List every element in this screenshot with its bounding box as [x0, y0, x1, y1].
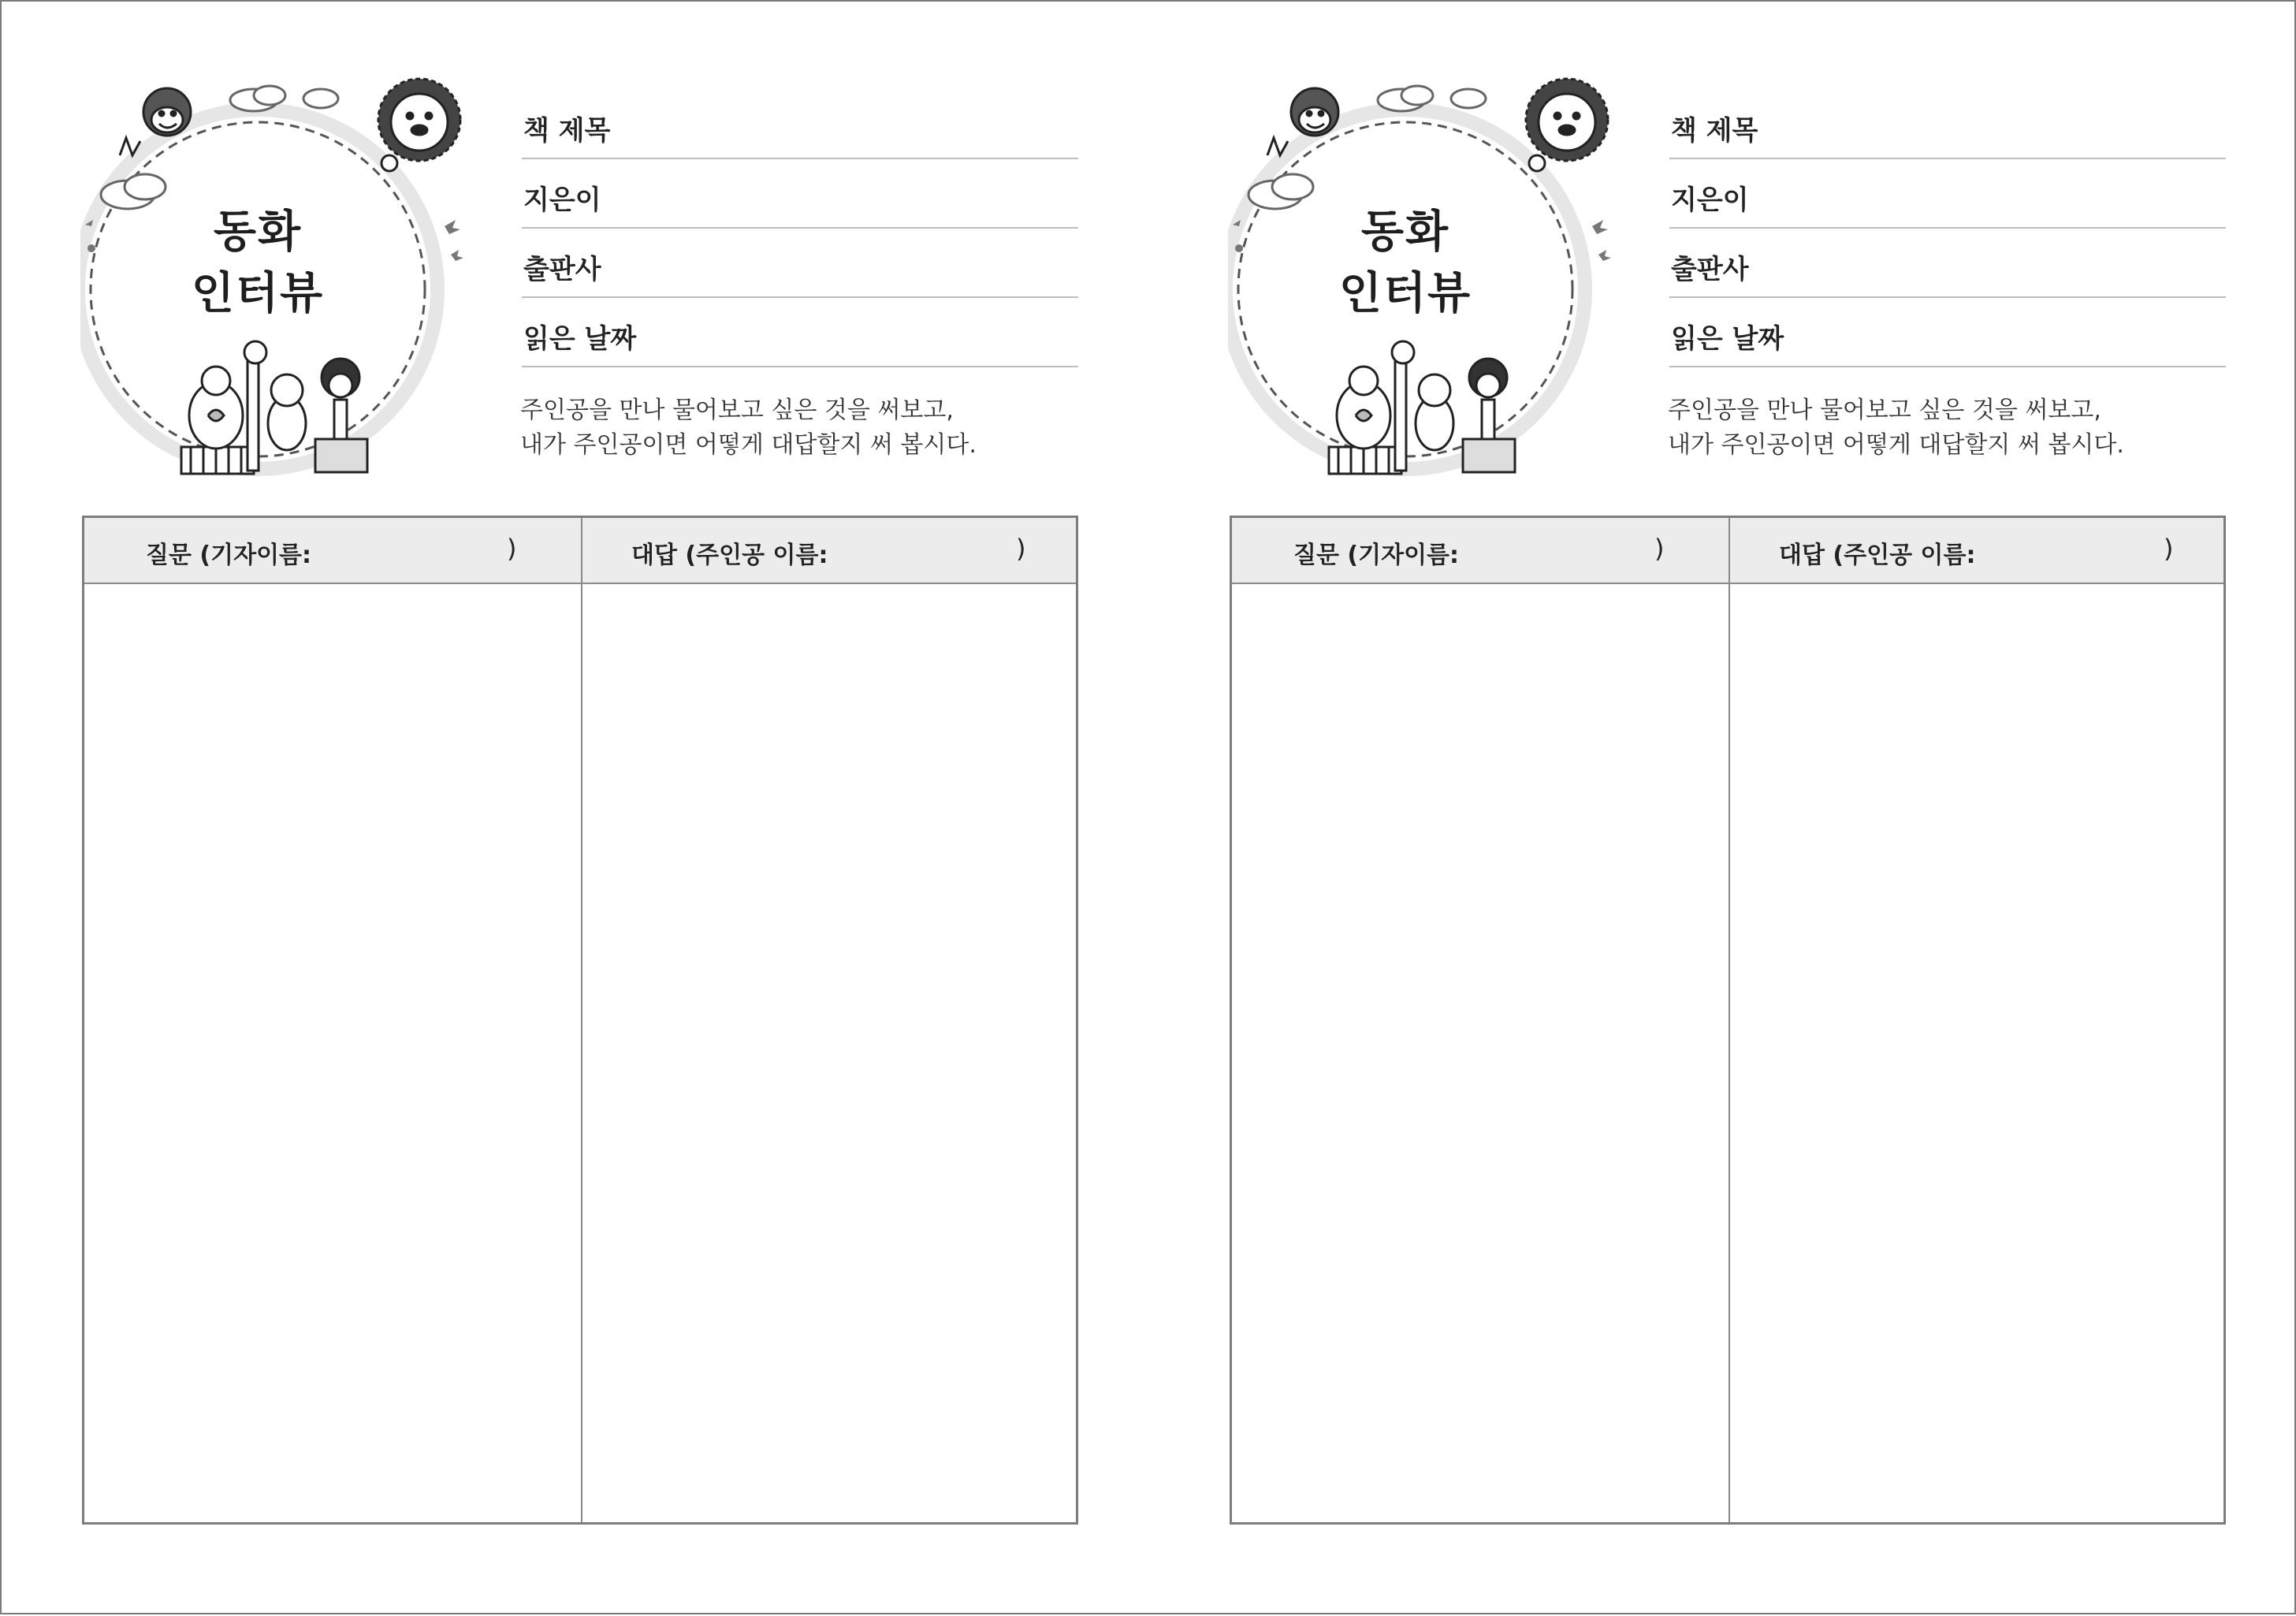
emblem-title-line2: 인터뷰 — [1338, 268, 1472, 319]
book-title-field[interactable] — [522, 90, 1078, 159]
publisher-label: 출판사 — [1671, 254, 1749, 285]
emblem-title-line2: 인터뷰 — [191, 268, 325, 319]
read-date-label: 읽은 날짜 — [523, 323, 637, 355]
author-label: 지은이 — [523, 184, 601, 216]
question-writing-area[interactable] — [84, 584, 581, 1525]
worksheet-page-left — [2, 2, 1149, 1616]
book-info — [522, 90, 1078, 367]
book-info — [1669, 90, 2226, 367]
worksheet-page-right — [1149, 2, 2296, 1616]
book-title-label: 책 제목 — [523, 115, 611, 147]
emblem-title-line1: 동화 — [213, 207, 303, 258]
publisher-field[interactable] — [522, 229, 1078, 298]
answer-header-close: ) — [2164, 534, 2174, 564]
emblem-title-line1: 동화 — [1360, 207, 1450, 258]
interview-table-header — [1232, 518, 2223, 584]
read-date-label: 읽은 날짜 — [1671, 323, 1784, 355]
interview-emblem — [1228, 76, 1622, 486]
instructions — [520, 393, 1119, 463]
author-label: 지은이 — [1671, 184, 1749, 216]
interview-table — [1230, 516, 2226, 1525]
publisher-label: 출판사 — [523, 254, 601, 285]
interview-emblem — [80, 76, 474, 486]
author-field[interactable] — [1669, 159, 2226, 229]
read-date-field[interactable] — [1669, 298, 2226, 367]
question-header-close: ) — [507, 534, 517, 564]
answer-header: 대답 (주인공 이름: — [631, 542, 828, 569]
answer-header-close: ) — [1016, 534, 1026, 564]
instructions-line1: 주인공을 만나 물어보고 싶은 것을 써보고, — [1668, 397, 2101, 424]
interview-table — [82, 516, 1078, 1525]
question-header: 질문 (기자이름: — [1293, 542, 1460, 569]
instructions-line2: 내가 주인공이면 어떻게 대답할지 써 봅시다. — [520, 431, 977, 459]
question-writing-area[interactable] — [1232, 584, 1729, 1525]
instructions-line1: 주인공을 만나 물어보고 싶은 것을 써보고, — [520, 397, 954, 424]
question-header-close: ) — [1654, 534, 1665, 564]
interview-table-header — [84, 518, 1076, 584]
author-field[interactable] — [522, 159, 1078, 229]
book-title-label: 책 제목 — [1671, 115, 1758, 147]
answer-writing-area[interactable] — [582, 584, 1076, 1525]
book-title-field[interactable] — [1669, 90, 2226, 159]
question-header: 질문 (기자이름: — [146, 542, 312, 569]
instructions — [1668, 393, 2267, 463]
answer-writing-area[interactable] — [1730, 584, 2223, 1525]
read-date-field[interactable] — [522, 298, 1078, 367]
answer-header: 대답 (주인공 이름: — [1779, 542, 1976, 569]
instructions-line2: 내가 주인공이면 어떻게 대답할지 써 봅시다. — [1668, 431, 2124, 459]
publisher-field[interactable] — [1669, 229, 2226, 298]
